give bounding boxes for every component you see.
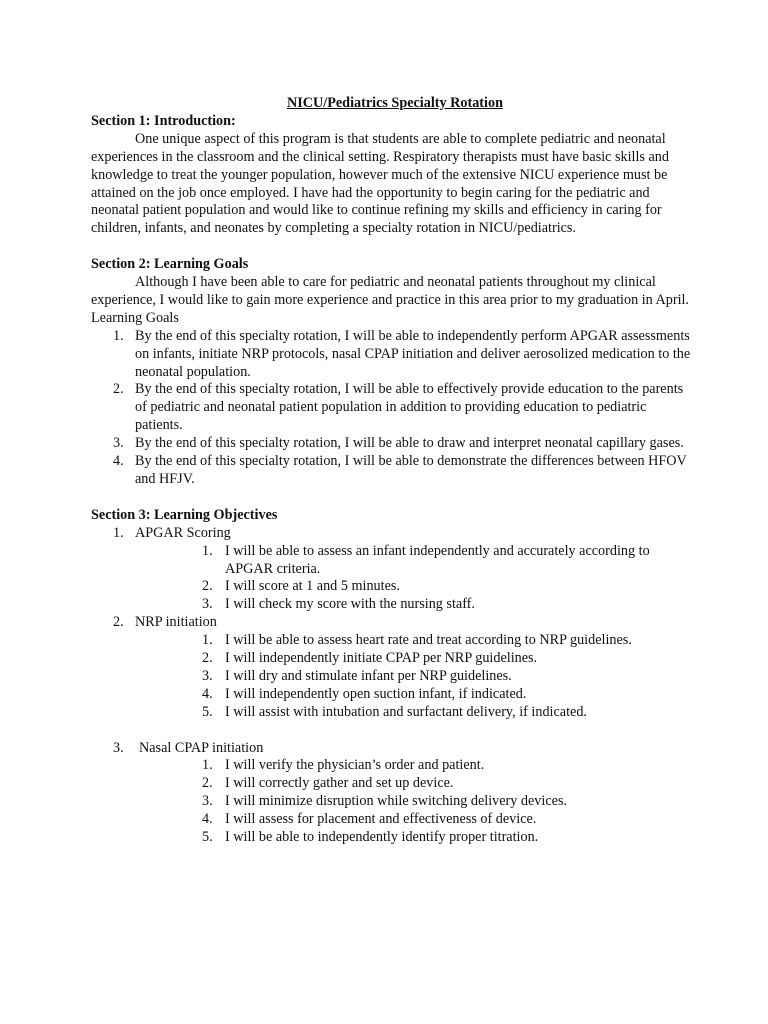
list-item: [91, 829, 691, 847]
section3-heading: Section 3: Learning Objectives: [91, 506, 278, 523]
list-text: I will independently open suction infant, if indicated.: [225, 685, 527, 702]
list-item: [91, 596, 691, 614]
document-body: [91, 95, 691, 847]
list-text: By the end of this specialty rotation, I will be able to demonstrate the differences between HFOV and HFJV.: [135, 453, 687, 488]
objective-title: NRP initiation: [135, 614, 217, 631]
list-text: I will be able to assess an infant independently and accurately according to APGAR criteria.: [225, 542, 650, 577]
list-number: 2.: [202, 775, 213, 792]
list-number: 2.: [202, 650, 213, 667]
list-number: 2.: [113, 381, 124, 398]
list-number: 3.: [202, 793, 213, 810]
list-number: 1.: [113, 327, 124, 344]
list-item: [91, 811, 691, 829]
list-item: [91, 686, 691, 704]
objective-title: APGAR Scoring: [135, 524, 231, 541]
list-text: I will be able to assess heart rate and treat according to NRP guidelines.: [225, 632, 632, 649]
list-item: [91, 650, 691, 668]
list-number: 2.: [202, 578, 213, 595]
list-number: 3.: [113, 435, 124, 452]
learning-objectives-list: [91, 740, 691, 758]
list-number: 4.: [202, 685, 213, 702]
list-number: 1.: [202, 632, 213, 649]
list-text: I will dry and stimulate infant per NRP guidelines.: [225, 667, 512, 684]
section1-heading: Section 1: Introduction:: [91, 112, 236, 129]
document-title: NICU/Pediatrics Specialty Rotation: [287, 95, 503, 111]
list-number: 3.: [113, 739, 124, 756]
list-item: [91, 793, 691, 811]
list-number: 3.: [202, 667, 213, 684]
list-item: [91, 578, 691, 596]
objective-sublist: [91, 632, 691, 722]
list-item: [91, 757, 691, 775]
list-text: I will check my score with the nursing staff.: [225, 596, 475, 613]
list-item: [91, 632, 691, 650]
list-item: [91, 435, 691, 453]
list-item: [91, 704, 691, 722]
list-item: [91, 328, 691, 382]
objective-sublist: [91, 543, 691, 615]
learning-goals-label: Learning Goals: [91, 309, 179, 326]
list-number: 4.: [202, 811, 213, 828]
list-number: 1.: [202, 542, 213, 559]
list-text: By the end of this specialty rotation, I will be able to independently perform APGAR assessments on infants, initiate NRP protocols, nasal CPAP initiation and deliver aerosolized medication to the neonatal population.: [135, 327, 691, 380]
list-item: [91, 453, 691, 489]
learning-goals-list: [91, 328, 691, 489]
list-number: 1.: [202, 757, 213, 774]
learning-objectives-list: [91, 525, 691, 543]
section2-heading: Section 2: Learning Goals: [91, 256, 249, 273]
list-text: I will assist with intubation and surfactant delivery, if indicated.: [225, 703, 587, 720]
list-text: By the end of this specialty rotation, I will be able to draw and interpret neonatal capillary gases.: [135, 435, 684, 452]
list-number: 1.: [113, 524, 124, 541]
list-text: By the end of this specialty rotation, I will be able to effectively provide education to the parents of pediatric and neonatal patient population in addition to providing education to pediatric patients.: [135, 381, 684, 434]
list-number: 4.: [113, 453, 124, 470]
list-number: 2.: [113, 614, 124, 631]
list-text: I will independently initiate CPAP per NRP guidelines.: [225, 650, 538, 667]
list-text: I will score at 1 and 5 minutes.: [225, 578, 400, 595]
spacer: [91, 722, 691, 740]
spacer: [91, 238, 691, 256]
learning-objectives-list: [91, 614, 691, 632]
list-text: I will minimize disruption while switching delivery devices.: [225, 793, 568, 810]
spacer: [91, 489, 691, 507]
objective-nrp: [91, 614, 691, 632]
objective-title: Nasal CPAP initiation: [139, 739, 264, 756]
list-item: [91, 543, 691, 579]
objective-sublist: [91, 757, 691, 847]
list-text: I will assess for placement and effectiveness of device.: [225, 811, 537, 828]
list-number: 5.: [202, 829, 213, 846]
objective-nasal-cpap: [91, 740, 691, 758]
list-text: I will verify the physician’s order and patient.: [225, 757, 485, 774]
list-item: [91, 668, 691, 686]
section1-paragraph: One unique aspect of this program is that students are able to complete pediatric and neonatal experiences in the classroom and the clinical setting. Respiratory therapists must have basic skills and knowledge to treat the younger population, however much of the extensive NICU experience must be attained on the job once employed. I have had the opportunity to begin caring for the pediatric and neonatal patient population and would like to continue refining my skills and efficiency in caring for children, infants, and neonates by completing a specialty rotation in NICU/pediatrics.: [91, 130, 669, 237]
list-item: [91, 775, 691, 793]
objective-apgar: [91, 525, 691, 543]
list-text: I will be able to independently identify proper titration.: [225, 829, 539, 846]
list-number: 3.: [202, 596, 213, 613]
list-number: 5.: [202, 703, 213, 720]
list-text: I will correctly gather and set up device.: [225, 775, 454, 792]
section2-paragraph: Although I have been able to care for pediatric and neonatal patients throughout my clinical experience, I would like to gain more experience and practice in this area prior to my graduation in April.: [91, 274, 690, 308]
list-item: [91, 381, 691, 435]
